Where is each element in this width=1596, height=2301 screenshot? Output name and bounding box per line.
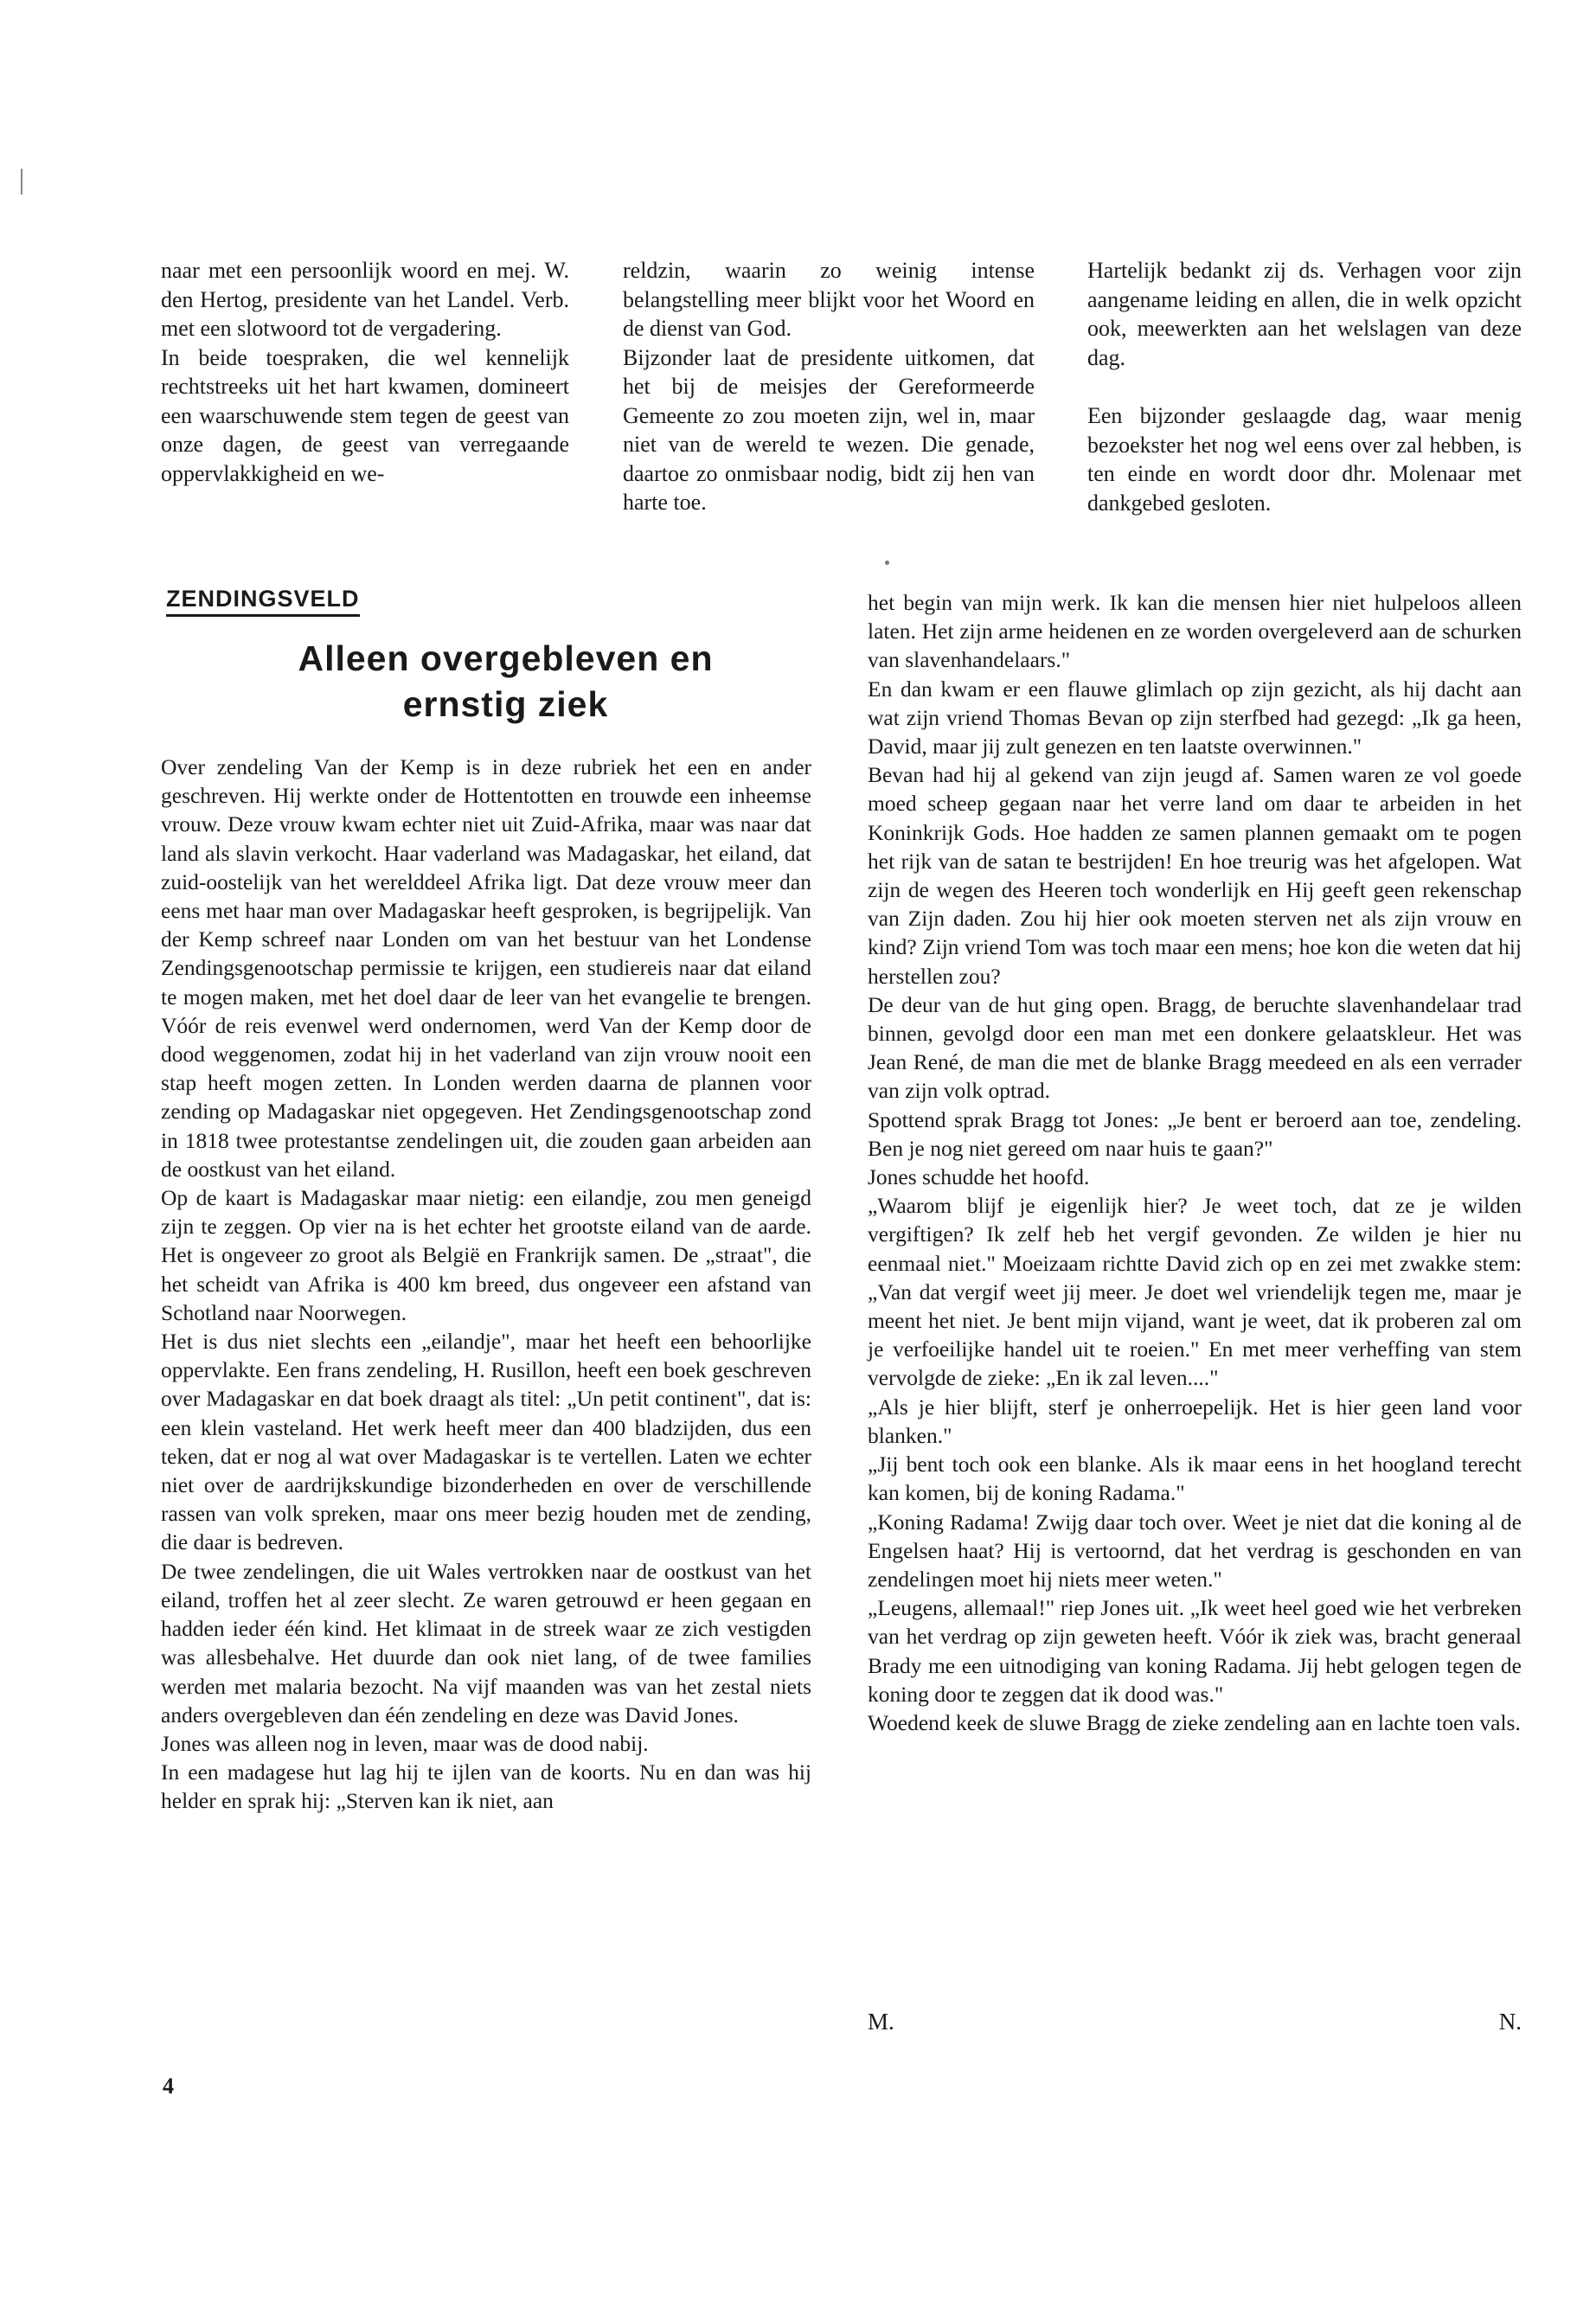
signature-right: N. xyxy=(1498,2009,1522,2035)
paragraph: „Als je hier blijft, sterf je onherroepelijk. Het is hier geen land voor blanken." xyxy=(868,1394,1522,1448)
paragraph: Woedend keek de sluwe Bragg de zieke zendeling aan en lachte toen vals. xyxy=(868,1709,1521,1735)
paragraph: „Jij bent toch ook een blanke. Als ik maar eens in het hoogland terecht kan komen, bij de koning Radama." xyxy=(868,1452,1522,1506)
paragraph: Bijzonder laat de presidente uitkomen, dat het bij de meisjes der Gereformeerde Gemeente zo zou moeten zijn, wel in, maar niet van de wereld te wezen. Die genade, daartoe zo onmisbaar nodig, bidt zij hen van harte toe. xyxy=(623,344,1035,515)
signature-left: M. xyxy=(868,2009,894,2035)
main-article-column-1 xyxy=(161,753,811,1816)
paragraph: Spottend sprak Bragg tot Jones: „Je bent er beroerd aan toe, zendeling. Ben je nog niet gereed om naar huis te gaan?" xyxy=(868,1106,1522,1161)
article-signature xyxy=(868,2009,1522,2043)
paragraph: „Leugens, allemaal!" riep Jones uit. „Ik weet heel goed wie het verbreken van het verdrag op zijn geweten heeft. Vóór ik ziek was, bracht generaal Brady me een uitnodiging van koning Radama. Jij hebt gelogen tegen de koning door te zeggen dat ik dood was." xyxy=(868,1595,1522,1707)
top-article-column-2 xyxy=(623,256,1035,517)
paragraph: Een bijzonder geslaagde dag, waar menig bezoekster het nog wel eens over zal hebben, is ten einde en wordt door dhr. Molenaar met dankgebed gesloten. xyxy=(1087,403,1522,516)
paragraph: In een madagese hut lag hij te ijlen van de koorts. Nu en dan was hij helder en sprak hij: „Sterven kan ik niet, aan xyxy=(161,1759,811,1814)
paragraph: naar met een persoonlijk woord en mej. W. den Hertog, presidente van het Landel. Verb. met een slotwoord tot de vergadering. xyxy=(161,258,569,341)
paragraph: Bevan had hij al gekend van zijn jeugd af. Samen waren ze vol goede moed scheep gegaan naar het verre land om daar te arbeiden in het Koninkrijk Gods. Hoe hadden ze samen plannen gemaakt om te pogen het rijk van de satan te bestrijden! En hoe treurig was het afgelopen. Wat zijn de wegen des Heeren toch wonderlijk en Hij geeft geen rekenschap van Zijn daden. Zou hij hier ook moeten sterven net als zijn vrouw en kind? Zijn vriend Tom was toch maar een mens; hoe kon die weten dat hij herstellen zou? xyxy=(868,762,1522,989)
scan-dot xyxy=(885,561,889,565)
paragraph: De twee zendelingen, die uit Wales vertrokken naar de oostkust van het eiland, troffen het al zeer slecht. Ze waren getrouwd er heen gegaan en hadden ieder één kind. Het klimaat in de streek waar ze zich vestigden was allesbehalve. Het duurde dan ook niet lang, of de twee families werden met malaria bezocht. Na vijf maanden was van het zestal niets anders overgebleven dan één zendeling en deze was David Jones. xyxy=(161,1558,811,1727)
paragraph: En dan kwam er een flauwe glimlach op zijn gezicht, als hij dacht aan wat zijn vriend Thomas Bevan op zijn sterfbed had gezegd: „Ik ga heen, David, maar jij zult genezen en ten laatste overwinnen." xyxy=(868,676,1522,760)
paragraph: Jones was alleen nog in leven, maar was de dood nabij. xyxy=(161,1730,649,1756)
paragraph: Het is dus niet slechts een „eilandje", maar het heeft een behoorlijke oppervlakte. Een frans zendeling, H. Rusillon, heeft een boek geschreven over Madagaskar en dat boek draagt als titel: „Un petit continent", dat is: een klein vasteland. Het werk heeft meer dan 400 bladzijden, dus een teken, dat er nog al wat over Madagaskar is te vertellen. Laten we echter niet over de aardrijkskundige bizonderheden en over de verschillende rassen van volk spreken, maar ons meer bezig houden met de zending, die daar is bedreven. xyxy=(161,1329,811,1555)
paragraph: reldzin, waarin zo weinig intense belangstelling meer blijkt voor het Woord en de dienst van God. xyxy=(623,258,1035,341)
main-article-column-2 xyxy=(868,588,1522,1737)
paragraph: In beide toespraken, die wel kennelijk rechtstreeks uit het hart kwamen, domineert een waarschuwende stem tegen de geest van onze dagen, de geest van verregaande oppervlakkigheid en we- xyxy=(161,344,569,486)
title-line-2: ernstig ziek xyxy=(402,684,609,724)
paragraph: „Waarom blijf je eigenlijk hier? Je weet toch, dat ze je wilden vergiftigen? Ik zelf heb het vergif gevonden. Ze wilden je hier nu eenmaal niet." Moeizaam richtte David zich op en zei met zwakke stem: „Van dat vergif weet jij meer. Je doet wel vriendelijk tegen me, maar je meent het niet. Je bent mijn vijand, want je weet, dat ik proberen zal om je verfoeilijke handel uit te roeien." En met meer verheffing van stem vervolgde de zieke: „En ik zal leven...." xyxy=(868,1193,1522,1391)
paragraph: Jones schudde het hoofd. xyxy=(868,1164,1090,1190)
paragraph: De deur van de hut ging open. Bragg, de beruchte slavenhandelaar trad binnen, gevolgd door een man met een donkere gelaatskleur. Het was Jean René, de man die met de blanke Bragg meedeed en als een verrader van zijn volk optrad. xyxy=(868,991,1522,1104)
article-title xyxy=(166,636,845,727)
title-line-1: Alleen overgebleven en xyxy=(298,638,714,678)
top-article-column-1 xyxy=(161,256,569,488)
paragraph: „Koning Radama! Zwijg daar toch over. Weet je niet dat die koning al de Engelsen haat? Hij is vertoornd, dat het verdrag is geschonden en van zendelingen moet hij niets meer weten." xyxy=(868,1509,1522,1592)
paragraph: Op de kaart is Madagaskar maar nietig: een eilandje, zou men geneigd zijn te zeggen. Op vier na is het echter het grootste eiland van de aarde. Het is ongeveer zo groot als België en Frankrijk samen. De „straat", die het scheidt van Afrika is 400 km breed, dus ongeveer een afstand van Schotland naar Noorwegen. xyxy=(161,1185,811,1325)
page-number: 4 xyxy=(163,2073,174,2099)
paragraph: Over zendeling Van der Kemp is in deze rubriek het een en ander geschreven. Hij werkte onder de Hottentotten en trouwde een inheemse vrouw. Deze vrouw kwam echter niet uit Zuid-Afrika, maar was naar dat land als slavin verkocht. Haar vaderland was Madagaskar, het eiland, dat zuid-oostelijk van het werelddeel Afrika ligt. Dat deze vrouw meer dan eens met haar man over Madagaskar heeft gesproken, is begrijpelijk. Van der Kemp schreef naar Londen om van het bestuur van het Londense Zendingsgenootschap permissie te krijgen, een studiereis naar dat eiland te mogen maken, met het doel daar de leer van het evangelie te brengen. Vóór de reis evenwel werd ondernomen, werd Van der Kemp door de dood weggenomen, zodat hij in het vaderland van zijn vrouw nooit een stap heeft mogen zetten. In Londen werden daarna de plannen voor zending op Madagaskar niet opgegeven. Het Zendingsgenootschap zond in 1818 twee protestantse zendelingen uit, die zouden gaan arbeiden aan de oostkust van het eiland. xyxy=(161,754,811,1182)
section-label: ZENDINGSVELD xyxy=(166,586,360,617)
paragraph: het begin van mijn werk. Ik kan die mensen hier niet hulpeloos alleen laten. Het zijn arme heidenen en ze worden overgeleverd aan de schurken van slavenhandelaars." xyxy=(868,590,1522,673)
paragraph: Hartelijk bedankt zij ds. Verhagen voor zijn aangename leiding en allen, die in welk opzicht ook, meewerkten aan het welslagen van deze dag. xyxy=(1087,258,1522,370)
scan-mark xyxy=(21,169,22,195)
top-article-column-3 xyxy=(1087,256,1522,517)
